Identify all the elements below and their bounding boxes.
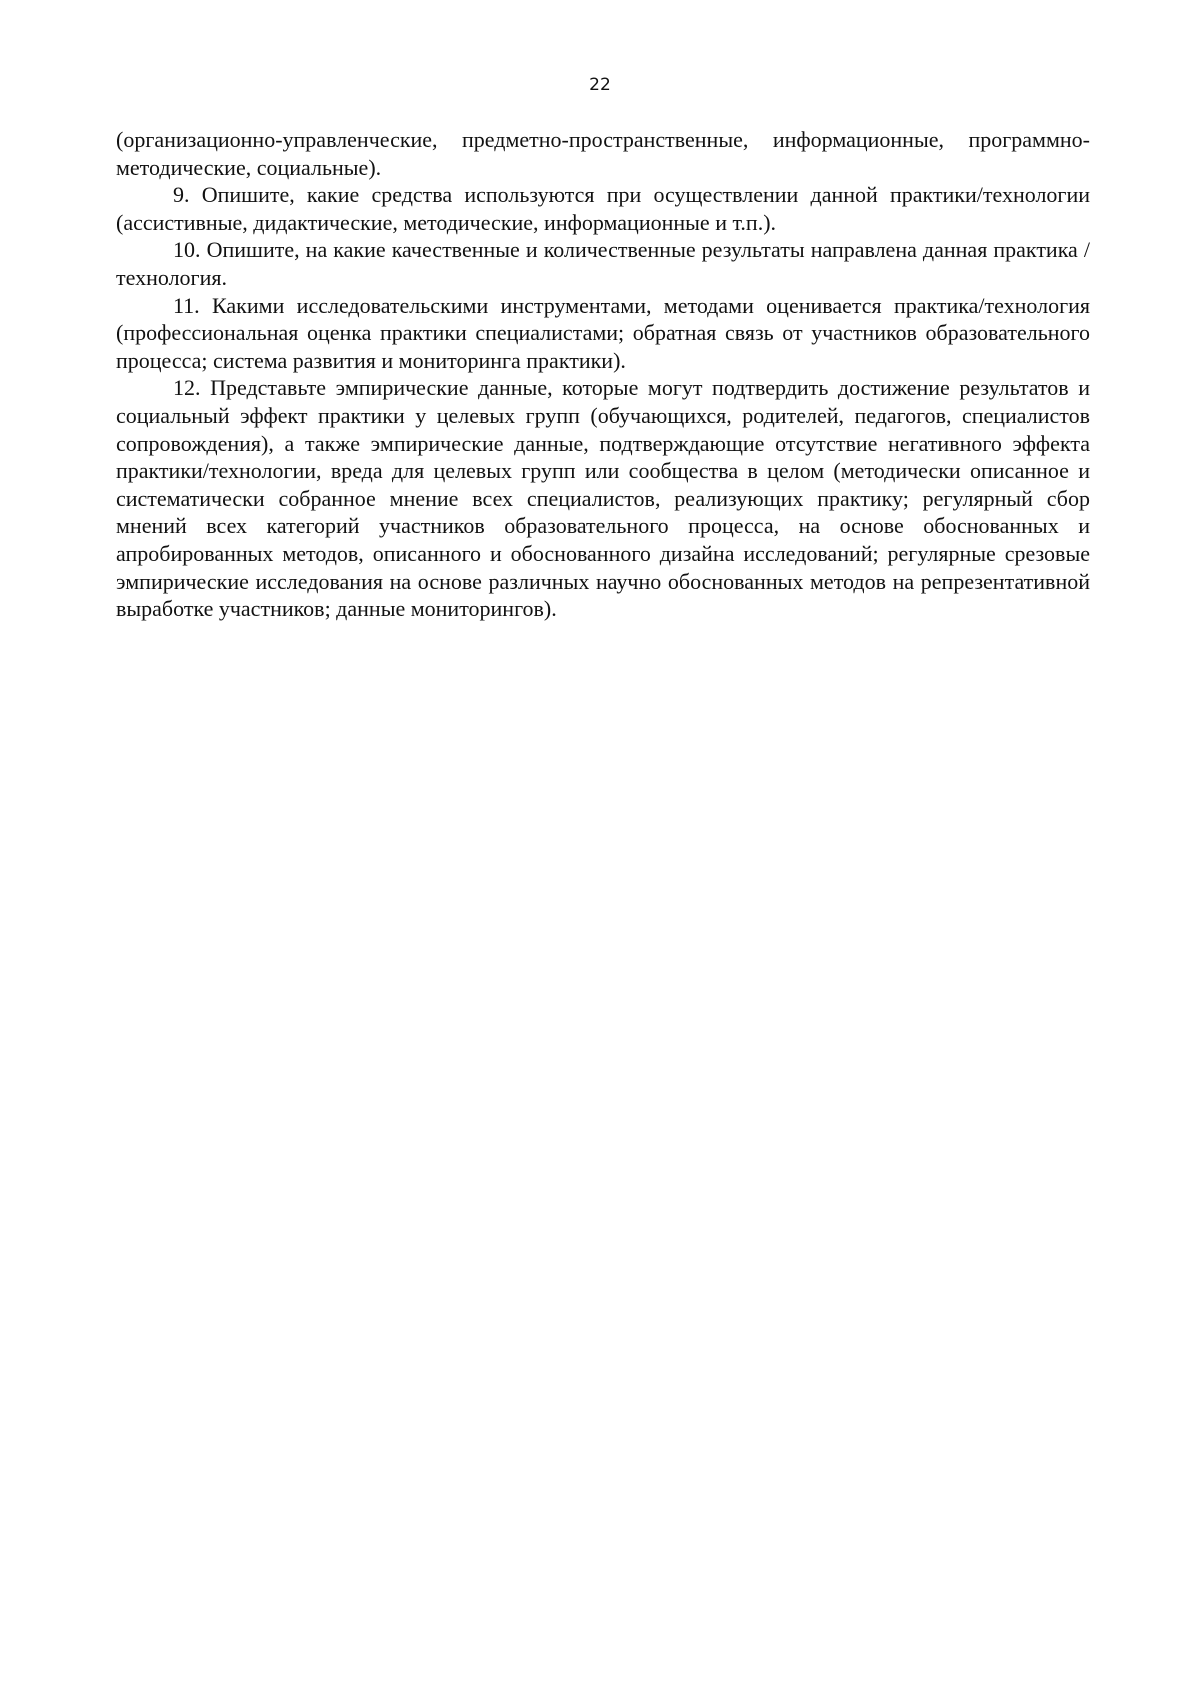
list-item-number: 10. bbox=[173, 237, 201, 263]
paragraph-text: Какими исследовательскими инструментами, методами оценивается практика/технология (профессиональная оценка практики специалистами; обратная связь от участников образовательного процесса; система развития и мониторинга практики). bbox=[116, 292, 1091, 373]
page-number: 22 bbox=[589, 75, 611, 95]
list-item-number: 11. bbox=[173, 292, 200, 318]
document-body bbox=[116, 126, 1090, 623]
paragraph-text: Опишите, какие средства используются при осуществлении данной практики/технологии (ассистивные, дидактические, методические, информационные и т.п.). bbox=[116, 182, 1090, 235]
paragraph-text: Опишите, на какие качественные и количественные результаты направлена данная практика /технология. bbox=[116, 237, 1091, 290]
paragraph-text: (организационно-управленческие, предметно-пространственные, информационные, программно-методические, социальные). bbox=[116, 127, 1090, 180]
list-item-10 bbox=[116, 236, 1090, 291]
list-item-12 bbox=[116, 374, 1090, 622]
list-item-9 bbox=[116, 181, 1090, 236]
list-item-11 bbox=[116, 292, 1090, 375]
paragraph-continuation bbox=[116, 126, 1090, 181]
list-item-number: 9. bbox=[173, 182, 190, 208]
list-item-number: 12. bbox=[173, 375, 201, 401]
paragraph-text: Представьте эмпирические данные, которые могут подтвердить достижение результатов и социальный эффект практики у целевых групп (обучающихся, родителей, педагогов, специалистов сопровождения), а также эмпирические данные, подтверждающие отсутствие негативного эффекта практики/технологии, вреда для целевых групп или сообщества в целом (методически описанное и систематически собранное мнение всех специалистов, реализующих практику; регулярный сбор мнений всех категорий участников образовательного процесса, на основе обоснованных и апробированных методов, описанного и обоснованного дизайна исследований; регулярные срезовые эмпирические исследования на основе различных научно обоснованных методов на репрезентативной выработке участников; данные мониторингов). bbox=[116, 375, 1091, 622]
